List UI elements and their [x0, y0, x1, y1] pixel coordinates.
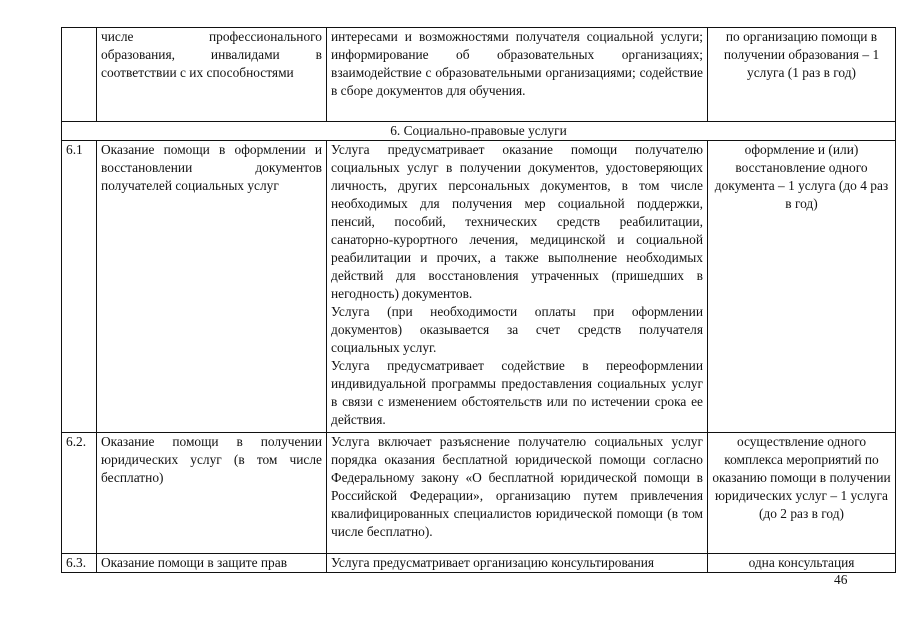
- row-number: 6.2.: [62, 433, 97, 554]
- service-content: [327, 433, 708, 554]
- service-name: Оказание помощи в получении юридических услуг (в том числе бесплатно): [97, 433, 327, 554]
- page-number: 46: [834, 572, 848, 587]
- service-name: Оказание помощи в защите прав: [97, 554, 327, 573]
- service-volume-cell: по организацию помощи в получении образования – 1 услуга (1 раз в год): [708, 28, 896, 122]
- table-row-continued: [62, 28, 896, 122]
- service-volume: одна консультация: [708, 554, 896, 573]
- table-row: [62, 433, 896, 554]
- row-number: 6.3.: [62, 554, 97, 573]
- section-header: 6. Социально-правовые услуги: [62, 122, 896, 141]
- social-services-table: [61, 27, 896, 573]
- content-paragraph: Услуга предусматривает содействие в переоформлении индивидуальной программы предоставления социальных услуг в связи с изменением обстоятельств или по истечении срока ее действия.: [331, 358, 703, 427]
- service-name-cell: числе профессионального образования, инвалидами в соответствии с их способностями: [97, 28, 327, 122]
- row-number-cell: [62, 28, 97, 122]
- service-name: Оказание помощи в оформлении и восстановлении документов получателей социальных услуг: [97, 141, 327, 433]
- row-number: 6.1: [62, 141, 97, 433]
- service-volume: осуществление одного комплекса мероприятий по оказанию помощи в получении юридических услуг – 1 услуга (до 2 раз в год): [708, 433, 896, 554]
- service-content: [327, 141, 708, 433]
- table-row: [62, 554, 896, 573]
- service-volume: оформление и (или) восстановление одного документа – 1 услуга (до 4 раз в год): [708, 141, 896, 433]
- content-paragraph: Услуга предусматривает организацию консультирования: [331, 555, 655, 570]
- content-paragraph: Услуга (при необходимости оплаты при оформлении документов) оказывается за счет средств получателя социальных услуг.: [331, 304, 703, 355]
- content-paragraph: Услуга предусматривает оказание помощи получателю социальных услуг в получении документов, удостоверяющих личность, других персональных документов, в том числе необходимых для получения мер социальной поддержки, пенсий, пособий, технических средств реабилитации, санаторно-курортного лечения, медицинской и социальной реабилитации и прочих, а также выполнение необходимых действий для восстановления утраченных (пришедших в негодность) документов.: [331, 142, 703, 301]
- section-header-row: [62, 122, 896, 141]
- service-content-cell: интересами и возможностями получателя социальной услуги; информирование об образовательных организациях; взаимодействие с образовательными организациями; содействие в сборе документов для обучения.: [327, 28, 708, 122]
- service-content: [327, 554, 708, 573]
- table-row: [62, 141, 896, 433]
- content-paragraph: Услуга включает разъяснение получателю социальных услуг порядка оказания бесплатной юридической помощи согласно Федеральному закону «О бесплатной юридической помощи в Российской Федерации», организацию путем привлечения квалифицированных специалистов юридической помощи (в том числе бесплатно).: [331, 434, 703, 539]
